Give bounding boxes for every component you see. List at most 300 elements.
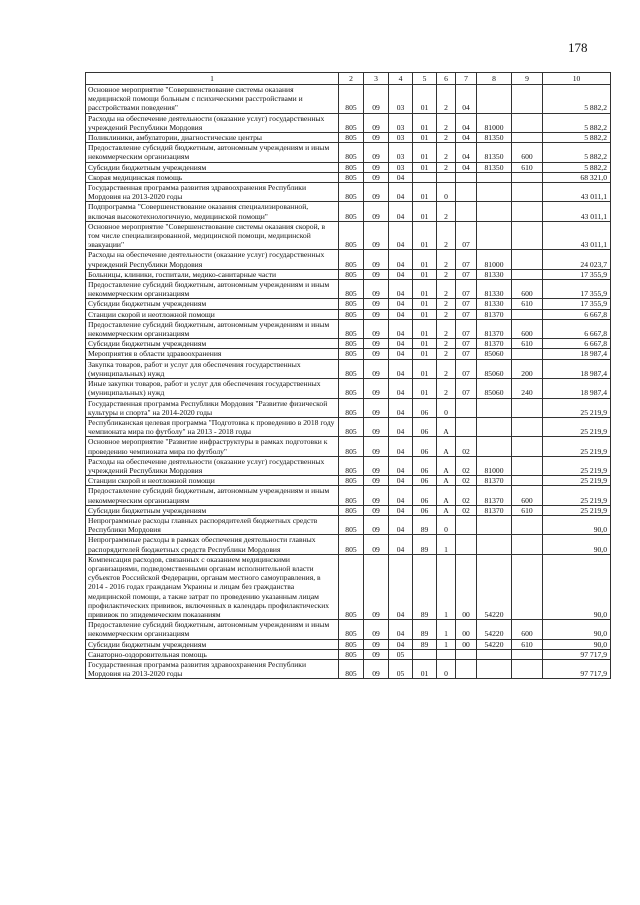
code-cell: 09 — [364, 162, 389, 172]
code-cell: 805 — [339, 515, 364, 534]
column-header: 9 — [512, 73, 543, 85]
amount-cell: 25 219,9 — [543, 486, 611, 505]
code-cell — [456, 417, 477, 436]
column-header: 7 — [456, 73, 477, 85]
code-cell: 07 — [456, 379, 477, 398]
amount-cell: 6 667,8 — [543, 319, 611, 338]
code-cell: 09 — [364, 280, 389, 299]
column-header: 4 — [389, 73, 413, 85]
code-cell: 04 — [389, 280, 413, 299]
code-cell: 2 — [437, 269, 456, 279]
code-cell: 07 — [456, 359, 477, 378]
code-cell: 04 — [389, 379, 413, 398]
code-cell: 09 — [364, 659, 389, 678]
code-cell: 06 — [413, 417, 437, 436]
code-cell: 0 — [437, 398, 456, 417]
code-cell: 07 — [456, 309, 477, 319]
table-row — [86, 456, 611, 475]
code-cell — [512, 659, 543, 678]
code-cell: 00 — [456, 620, 477, 639]
row-name-cell: Санаторно-оздоровительная помощь — [86, 649, 339, 659]
code-cell: 02 — [456, 505, 477, 515]
code-cell: 610 — [512, 639, 543, 649]
code-cell: 81370 — [477, 339, 512, 349]
code-cell: 805 — [339, 456, 364, 475]
code-cell: 07 — [456, 339, 477, 349]
code-cell: 09 — [364, 437, 389, 456]
column-header: 2 — [339, 73, 364, 85]
code-cell: 01 — [413, 299, 437, 309]
code-cell: 06 — [413, 456, 437, 475]
amount-cell: 90,0 — [543, 554, 611, 619]
row-name-cell: Закупка товаров, работ и услуг для обеспечения государственных (муниципальных) нужд — [86, 359, 339, 378]
code-cell: 04 — [389, 456, 413, 475]
code-cell: 1 — [437, 620, 456, 639]
code-cell: 02 — [456, 437, 477, 456]
table-row — [86, 349, 611, 359]
code-cell: 09 — [364, 535, 389, 554]
code-cell: 2 — [437, 359, 456, 378]
code-cell: 09 — [364, 143, 389, 162]
code-cell: 04 — [389, 349, 413, 359]
amount-cell: 97 717,9 — [543, 649, 611, 659]
code-cell: 805 — [339, 113, 364, 132]
code-cell: 07 — [456, 349, 477, 359]
code-cell: 81000 — [477, 250, 512, 269]
code-cell — [512, 515, 543, 534]
code-cell: 01 — [413, 269, 437, 279]
table-row — [86, 535, 611, 554]
amount-cell: 25 219,9 — [543, 456, 611, 475]
code-cell: 2 — [437, 319, 456, 338]
code-cell: 04 — [389, 309, 413, 319]
code-cell — [456, 172, 477, 182]
code-cell: 01 — [413, 250, 437, 269]
row-name-cell: Субсидии бюджетным учреждениям — [86, 299, 339, 309]
code-cell — [512, 309, 543, 319]
code-cell: 600 — [512, 143, 543, 162]
code-cell: 04 — [389, 299, 413, 309]
amount-cell: 18 987,4 — [543, 379, 611, 398]
code-cell: 09 — [364, 299, 389, 309]
table-row — [86, 505, 611, 515]
code-cell: 09 — [364, 85, 389, 114]
amount-cell: 6 667,8 — [543, 339, 611, 349]
amount-cell: 5 882,2 — [543, 143, 611, 162]
row-name-cell: Предоставление субсидий бюджетным, автономным учреждениям и иным некоммерческим организациям — [86, 620, 339, 639]
code-cell: 03 — [389, 143, 413, 162]
row-name-cell: Мероприятия в области здравоохранения — [86, 349, 339, 359]
code-cell: А — [437, 486, 456, 505]
table-row — [86, 417, 611, 436]
table-row — [86, 221, 611, 250]
table-row — [86, 299, 611, 309]
code-cell: 01 — [413, 339, 437, 349]
row-name-cell: Республиканская целевая программа "Подготовка к проведению в 2018 году чемпионата мира по футболу" на 2013 - 2018 годы — [86, 417, 339, 436]
code-cell: 04 — [389, 202, 413, 221]
code-cell: 805 — [339, 202, 364, 221]
code-cell: 07 — [456, 221, 477, 250]
code-cell: 01 — [413, 309, 437, 319]
code-cell: 805 — [339, 280, 364, 299]
code-cell — [477, 659, 512, 678]
code-cell: 04 — [389, 250, 413, 269]
code-cell: 805 — [339, 143, 364, 162]
code-cell — [477, 515, 512, 534]
code-cell — [456, 535, 477, 554]
amount-cell: 5 882,2 — [543, 113, 611, 132]
row-name-cell: Станции скорой и неотложной помощи — [86, 476, 339, 486]
table-row — [86, 162, 611, 172]
code-cell — [512, 476, 543, 486]
code-cell — [512, 183, 543, 202]
code-cell — [512, 250, 543, 269]
row-name-cell: Поликлиники, амбулатории, диагностические центры — [86, 133, 339, 143]
code-cell: 01 — [413, 349, 437, 359]
row-name-cell: Предоставление субсидий бюджетным, автономным учреждениям и иным некоммерческим организациям — [86, 486, 339, 505]
code-cell: 09 — [364, 309, 389, 319]
table-row — [86, 554, 611, 619]
code-cell: 805 — [339, 319, 364, 338]
code-cell: 805 — [339, 162, 364, 172]
table-row — [86, 359, 611, 378]
table-row — [86, 133, 611, 143]
code-cell: 04 — [389, 269, 413, 279]
row-name-cell: Подпрограмма "Совершенствование оказания специализированной, включая высокотехнологичную, медицинской помощи" — [86, 202, 339, 221]
code-cell: 09 — [364, 133, 389, 143]
row-name-cell: Предоставление субсидий бюджетным, автономным учреждениям и иным некоммерческим организациям — [86, 280, 339, 299]
code-cell: 07 — [456, 269, 477, 279]
code-cell: 805 — [339, 349, 364, 359]
table-row — [86, 437, 611, 456]
code-cell: 04 — [389, 476, 413, 486]
code-cell: 805 — [339, 339, 364, 349]
column-header: 8 — [477, 73, 512, 85]
code-cell: 2 — [437, 309, 456, 319]
code-cell: 805 — [339, 620, 364, 639]
code-cell — [477, 398, 512, 417]
code-cell — [512, 349, 543, 359]
code-cell: 09 — [364, 113, 389, 132]
code-cell: 09 — [364, 379, 389, 398]
amount-cell: 18 987,4 — [543, 359, 611, 378]
column-header: 6 — [437, 73, 456, 85]
table-row — [86, 639, 611, 649]
table-row — [86, 515, 611, 534]
code-cell — [413, 172, 437, 182]
amount-cell: 17 355,9 — [543, 280, 611, 299]
code-cell: 04 — [389, 172, 413, 182]
code-cell: 805 — [339, 250, 364, 269]
column-header: 1 — [86, 73, 339, 85]
code-cell: 04 — [389, 515, 413, 534]
code-cell: 1 — [437, 639, 456, 649]
row-name-cell: Предоставление субсидий бюджетным, автономным учреждениям и иным некоммерческим организациям — [86, 143, 339, 162]
code-cell: 81350 — [477, 133, 512, 143]
code-cell: 54220 — [477, 554, 512, 619]
code-cell: 0 — [437, 183, 456, 202]
code-cell: 09 — [364, 183, 389, 202]
code-cell: 0 — [437, 659, 456, 678]
code-cell — [512, 85, 543, 114]
code-cell — [512, 172, 543, 182]
code-cell: 07 — [456, 250, 477, 269]
code-cell: 09 — [364, 269, 389, 279]
code-cell: 54220 — [477, 620, 512, 639]
code-cell: 81330 — [477, 269, 512, 279]
code-cell: 81370 — [477, 319, 512, 338]
code-cell: 07 — [456, 280, 477, 299]
code-cell: 09 — [364, 250, 389, 269]
row-name-cell: Непрограммные расходы главных распорядителей бюджетных средств Республики Мордовия — [86, 515, 339, 534]
table-row — [86, 113, 611, 132]
code-cell: 04 — [389, 359, 413, 378]
table-row — [86, 280, 611, 299]
code-cell: 04 — [389, 639, 413, 649]
code-cell: 09 — [364, 398, 389, 417]
amount-cell: 18 987,4 — [543, 349, 611, 359]
code-cell: 01 — [413, 162, 437, 172]
code-cell: 04 — [456, 133, 477, 143]
row-name-cell: Основное мероприятие "Развитие инфраструктуры в рамках подготовки к проведению чемпионата мира по футболу" — [86, 437, 339, 456]
page-number: 178 — [568, 40, 588, 55]
row-name-cell: Скорая медицинская помощь — [86, 172, 339, 182]
code-cell: 2 — [437, 85, 456, 114]
code-cell: 09 — [364, 319, 389, 338]
code-cell: 01 — [413, 221, 437, 250]
code-cell: 07 — [456, 319, 477, 338]
code-cell — [512, 133, 543, 143]
code-cell — [477, 221, 512, 250]
table-body — [86, 85, 611, 679]
code-cell: 09 — [364, 486, 389, 505]
code-cell — [456, 398, 477, 417]
code-cell: 06 — [413, 486, 437, 505]
code-cell — [456, 202, 477, 221]
code-cell: 09 — [364, 456, 389, 475]
code-cell — [456, 515, 477, 534]
code-cell: 04 — [389, 505, 413, 515]
code-cell: 610 — [512, 299, 543, 309]
amount-cell: 43 011,1 — [543, 183, 611, 202]
code-cell: 805 — [339, 476, 364, 486]
row-name-cell: Субсидии бюджетным учреждениям — [86, 339, 339, 349]
code-cell: 805 — [339, 505, 364, 515]
code-cell — [512, 398, 543, 417]
code-cell — [456, 659, 477, 678]
amount-cell: 5 882,2 — [543, 162, 611, 172]
code-cell: 09 — [364, 349, 389, 359]
code-cell: 2 — [437, 113, 456, 132]
table-row — [86, 85, 611, 114]
code-cell: 600 — [512, 280, 543, 299]
code-cell: 610 — [512, 339, 543, 349]
code-cell: 04 — [456, 113, 477, 132]
row-name-cell: Предоставление субсидий бюджетным, автономным учреждениям и иным некоммерческим организациям — [86, 319, 339, 338]
code-cell: 03 — [389, 113, 413, 132]
code-cell: 06 — [413, 437, 437, 456]
header-row — [86, 73, 611, 85]
code-cell: 04 — [389, 486, 413, 505]
code-cell — [456, 649, 477, 659]
table-row — [86, 183, 611, 202]
code-cell: 85060 — [477, 359, 512, 378]
amount-cell: 68 321,0 — [543, 172, 611, 182]
code-cell — [477, 183, 512, 202]
code-cell: 06 — [413, 505, 437, 515]
code-cell: 1 — [437, 554, 456, 619]
code-cell: 04 — [389, 417, 413, 436]
code-cell: 04 — [389, 398, 413, 417]
code-cell: 89 — [413, 515, 437, 534]
code-cell: 09 — [364, 554, 389, 619]
code-cell: 01 — [413, 143, 437, 162]
code-cell: 04 — [456, 143, 477, 162]
code-cell: 81350 — [477, 143, 512, 162]
code-cell — [512, 221, 543, 250]
code-cell: 2 — [437, 379, 456, 398]
code-cell: 01 — [413, 133, 437, 143]
code-cell: 81000 — [477, 113, 512, 132]
row-name-cell: Основное мероприятие "Совершенствование системы оказания скорой, в том числе специализированной, медицинской помощи, медицинской эвакуации" — [86, 221, 339, 250]
code-cell — [477, 535, 512, 554]
code-cell: 805 — [339, 269, 364, 279]
code-cell: 09 — [364, 515, 389, 534]
amount-cell: 97 717,9 — [543, 659, 611, 678]
code-cell — [477, 85, 512, 114]
code-cell — [477, 417, 512, 436]
amount-cell: 90,0 — [543, 639, 611, 649]
amount-cell: 25 219,9 — [543, 437, 611, 456]
amount-cell: 90,0 — [543, 620, 611, 639]
code-cell: 89 — [413, 554, 437, 619]
code-cell: 05 — [389, 659, 413, 678]
code-cell — [512, 417, 543, 436]
table-row — [86, 379, 611, 398]
code-cell: 09 — [364, 221, 389, 250]
code-cell: 02 — [456, 476, 477, 486]
code-cell: 805 — [339, 639, 364, 649]
code-cell: 805 — [339, 183, 364, 202]
code-cell: 01 — [413, 202, 437, 221]
code-cell — [512, 535, 543, 554]
code-cell: 04 — [389, 339, 413, 349]
code-cell: 2 — [437, 143, 456, 162]
code-cell: 81370 — [477, 486, 512, 505]
code-cell: 01 — [413, 113, 437, 132]
code-cell — [512, 554, 543, 619]
code-cell: 09 — [364, 649, 389, 659]
code-cell: 805 — [339, 172, 364, 182]
row-name-cell: Больницы, клиники, госпитали, медико-санитарные части — [86, 269, 339, 279]
code-cell: 09 — [364, 639, 389, 649]
code-cell: 04 — [389, 183, 413, 202]
amount-cell: 43 011,1 — [543, 202, 611, 221]
code-cell: 81370 — [477, 505, 512, 515]
code-cell: 09 — [364, 620, 389, 639]
amount-cell: 5 882,2 — [543, 85, 611, 114]
code-cell: 805 — [339, 379, 364, 398]
code-cell: 02 — [456, 456, 477, 475]
code-cell: 01 — [413, 379, 437, 398]
amount-cell: 17 355,9 — [543, 299, 611, 309]
code-cell — [477, 649, 512, 659]
code-cell: 2 — [437, 339, 456, 349]
code-cell: 09 — [364, 172, 389, 182]
code-cell: 85060 — [477, 349, 512, 359]
amount-cell: 6 667,8 — [543, 309, 611, 319]
code-cell: 04 — [389, 221, 413, 250]
amount-cell: 25 219,9 — [543, 505, 611, 515]
code-cell: 03 — [389, 133, 413, 143]
code-cell: 89 — [413, 639, 437, 649]
code-cell: 2 — [437, 162, 456, 172]
code-cell: 04 — [389, 620, 413, 639]
amount-cell: 43 011,1 — [543, 221, 611, 250]
code-cell: 81370 — [477, 476, 512, 486]
code-cell: 600 — [512, 319, 543, 338]
code-cell — [512, 202, 543, 221]
code-cell: А — [437, 417, 456, 436]
code-cell: 05 — [389, 649, 413, 659]
column-header: 5 — [413, 73, 437, 85]
row-name-cell: Иные закупки товаров, работ и услуг для обеспечения государственных (муниципальных) нужд — [86, 379, 339, 398]
code-cell: 09 — [364, 339, 389, 349]
amount-cell: 25 219,9 — [543, 476, 611, 486]
budget-table — [85, 72, 611, 679]
code-cell: 04 — [456, 162, 477, 172]
code-cell: 04 — [389, 535, 413, 554]
code-cell: 09 — [364, 359, 389, 378]
code-cell: 09 — [364, 476, 389, 486]
code-cell: 81000 — [477, 456, 512, 475]
row-name-cell: Государственная программа развития здравоохранения Республики Мордовия на 2013-2020 годы — [86, 659, 339, 678]
code-cell: 04 — [389, 437, 413, 456]
code-cell: 0 — [437, 515, 456, 534]
table-row — [86, 339, 611, 349]
table-row — [86, 269, 611, 279]
code-cell: 805 — [339, 437, 364, 456]
row-name-cell: Компенсация расходов, связанных с оказанием медицинскими организациями, подведомственными органам исполнительной власти субъектов Российской Федерации, органам местного самоуправления, в 2014 - 2016 годах гражданам Украины и лицам без гражданства медицинской помощи, а также затрат по проведению указанным лицам профилактических прививок, включенных в календарь профилактических прививок по эпидемическим показаниям — [86, 554, 339, 619]
code-cell: 01 — [413, 183, 437, 202]
code-cell: 200 — [512, 359, 543, 378]
row-name-cell: Государственная программа развития здравоохранения Республики Мордовия на 2013-2020 годы — [86, 183, 339, 202]
table-row — [86, 620, 611, 639]
code-cell — [512, 113, 543, 132]
code-cell: 06 — [413, 476, 437, 486]
code-cell — [477, 202, 512, 221]
code-cell: А — [437, 437, 456, 456]
code-cell: 04 — [389, 554, 413, 619]
column-header: 3 — [364, 73, 389, 85]
amount-cell: 25 219,9 — [543, 398, 611, 417]
code-cell: 805 — [339, 535, 364, 554]
code-cell: 09 — [364, 417, 389, 436]
code-cell: 81350 — [477, 162, 512, 172]
code-cell: 805 — [339, 359, 364, 378]
row-name-cell: Субсидии бюджетным учреждениям — [86, 639, 339, 649]
row-name-cell: Субсидии бюджетным учреждениям — [86, 162, 339, 172]
code-cell: А — [437, 505, 456, 515]
table-row — [86, 649, 611, 659]
code-cell: 01 — [413, 280, 437, 299]
amount-cell: 90,0 — [543, 515, 611, 534]
code-cell: 610 — [512, 505, 543, 515]
code-cell: 2 — [437, 349, 456, 359]
row-name-cell: Станции скорой и неотложной помощи — [86, 309, 339, 319]
code-cell — [512, 456, 543, 475]
row-name-cell: Основное мероприятие "Совершенствование системы оказания медицинской помощи больным с психическими расстройствами и расстройствами поведения" — [86, 85, 339, 114]
